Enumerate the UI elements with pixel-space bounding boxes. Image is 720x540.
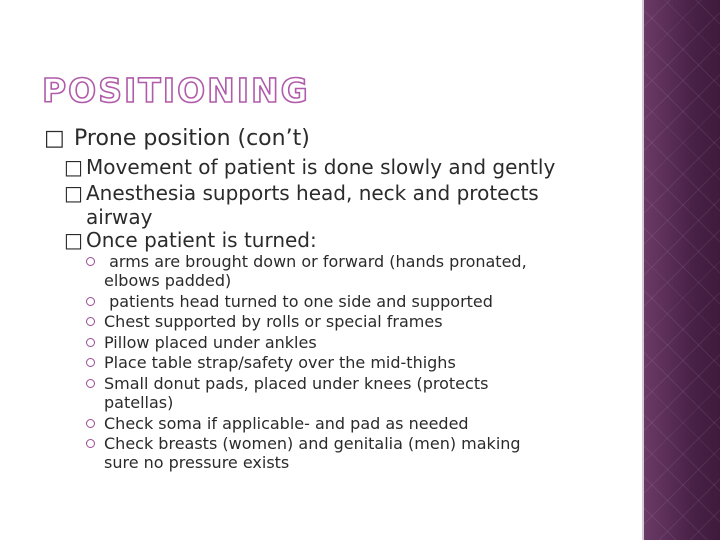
square-bullet-icon: □ bbox=[64, 228, 83, 252]
slide-title: POSITIONING bbox=[42, 71, 310, 110]
list-item bbox=[84, 312, 584, 331]
ring-bullet-icon bbox=[86, 297, 95, 306]
list-item bbox=[84, 434, 584, 472]
ring-bullet-icon bbox=[86, 439, 95, 448]
ring-bullet-icon bbox=[86, 338, 95, 347]
list-item bbox=[84, 333, 584, 352]
list-item-text: Check breasts (women) and genitalia (men) making sure no pressure exists bbox=[104, 434, 521, 473]
list-item-text: Pillow placed under ankles bbox=[104, 332, 317, 352]
list-item-text: Chest supported by rolls or special frames bbox=[104, 312, 443, 332]
list-item bbox=[84, 374, 584, 412]
ring-bullet-icon bbox=[86, 379, 95, 388]
list-item bbox=[84, 414, 584, 433]
list-item bbox=[84, 353, 584, 372]
ring-bullet-icon bbox=[86, 419, 95, 428]
level2-bullet-item bbox=[64, 155, 555, 179]
level2-text: Anesthesia supports head, neck and protects bbox=[86, 181, 539, 205]
sub-bullet-list bbox=[84, 252, 584, 474]
list-item-text: arms are brought down or forward (hands pronated, elbows padded) bbox=[104, 252, 527, 290]
level2-text: Movement of patient is done slowly and gently bbox=[86, 155, 556, 179]
level1-text: Prone position (con’t) bbox=[74, 126, 310, 151]
ring-bullet-icon bbox=[86, 257, 95, 266]
list-item bbox=[84, 252, 584, 290]
level1-bullet-item bbox=[44, 126, 310, 151]
list-item-text: Place table strap/safety over the mid-thighs bbox=[104, 353, 456, 373]
list-item-text: Check soma if applicable- and pad as needed bbox=[104, 413, 469, 433]
square-bullet-icon: □ bbox=[44, 126, 65, 151]
decorative-side-band bbox=[642, 0, 720, 540]
level2-text-continuation: airway bbox=[86, 205, 153, 229]
ring-bullet-icon bbox=[86, 317, 95, 326]
list-item-text: patients head turned to one side and supported bbox=[104, 291, 493, 311]
list-item-text: Small donut pads, placed under knees (protects patellas) bbox=[104, 373, 489, 412]
square-bullet-icon: □ bbox=[64, 155, 83, 179]
level2-bullet-item bbox=[64, 228, 317, 252]
level2-bullet-item bbox=[64, 181, 539, 229]
ring-bullet-icon bbox=[86, 358, 95, 367]
list-item bbox=[84, 292, 584, 311]
square-bullet-icon: □ bbox=[64, 181, 83, 205]
level2-text: Once patient is turned: bbox=[86, 228, 317, 252]
